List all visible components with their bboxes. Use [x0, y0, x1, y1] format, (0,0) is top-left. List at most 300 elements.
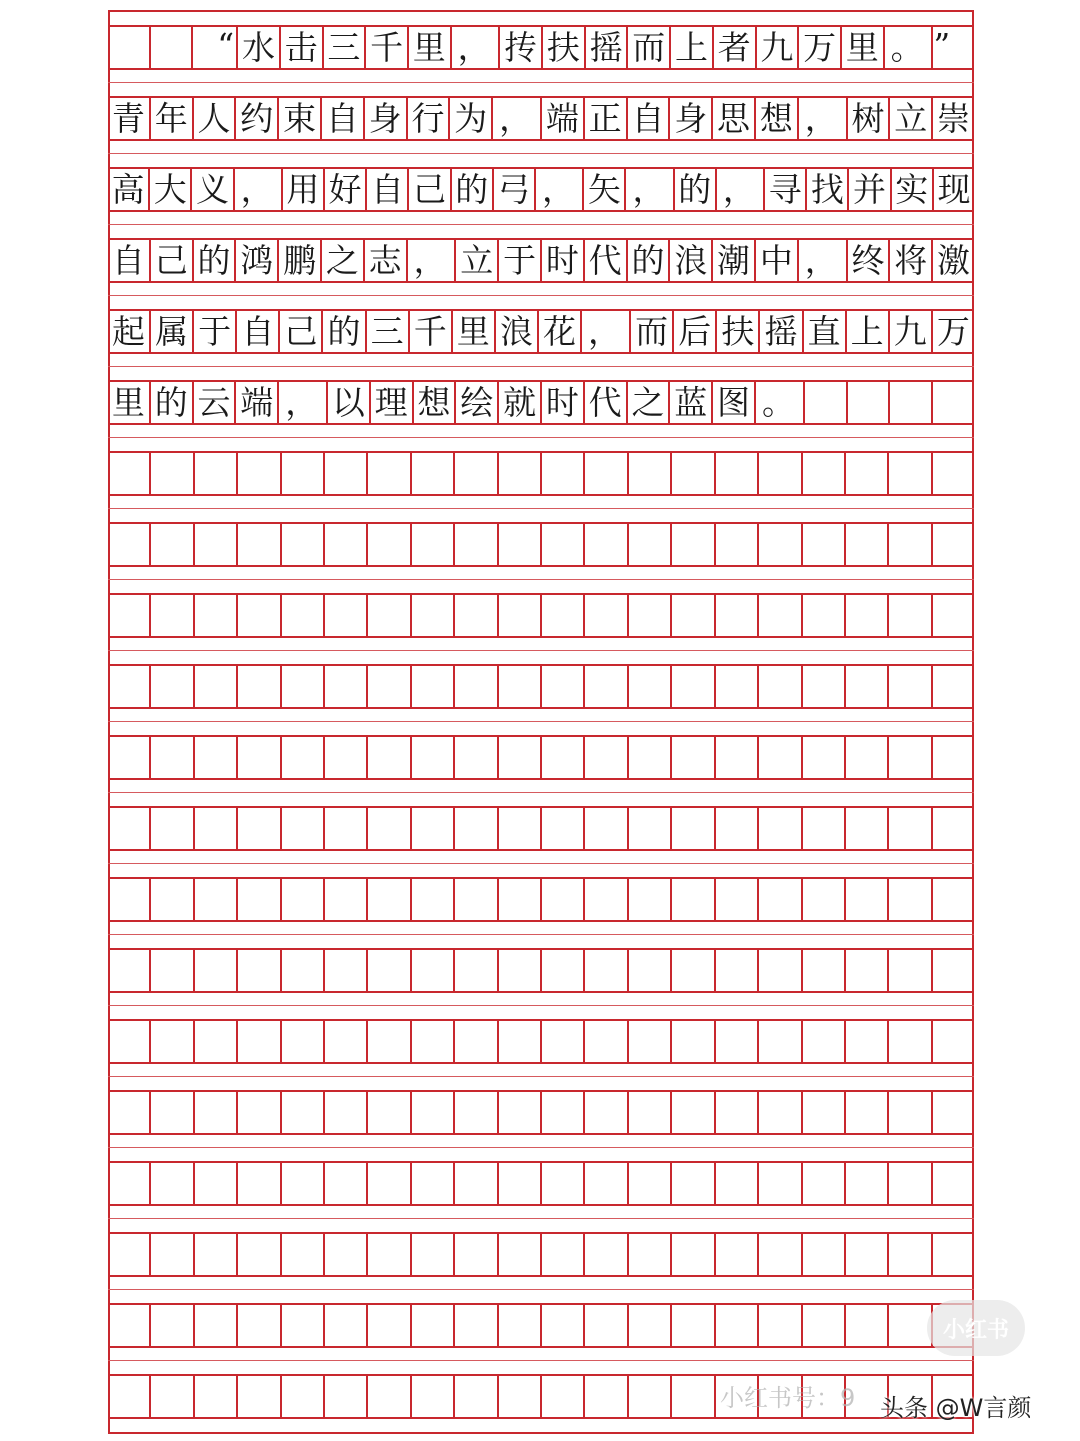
grid-cell: [542, 1021, 585, 1062]
grid-cell: [889, 1092, 932, 1133]
grid-cell: [803, 666, 846, 707]
grid-cell: 就: [499, 382, 542, 423]
grid-cell: [499, 1234, 542, 1275]
grid-cell: [238, 1163, 281, 1204]
grid-cell: [629, 666, 672, 707]
grid-cell: ，: [799, 240, 848, 281]
grid-cell: [629, 808, 672, 849]
grid-cell: [282, 453, 325, 494]
grid-cell: [455, 595, 498, 636]
grid-cell: [889, 1021, 932, 1062]
blank-row: [108, 806, 974, 851]
grid-cell: [195, 524, 238, 565]
grid-cell: 身: [670, 98, 713, 139]
grid-cell: 用: [283, 169, 325, 210]
grid-cell: [455, 453, 498, 494]
grid-cell: 寻: [765, 169, 807, 210]
grid-cell: [238, 595, 281, 636]
grid-cell: 以: [328, 382, 371, 423]
grid-cell: [759, 1092, 802, 1133]
grid-cell: [846, 1305, 889, 1346]
grid-cell: 现: [937, 170, 971, 209]
grid-cell: [672, 453, 715, 494]
grid-cell: [585, 595, 628, 636]
grid-cell: [282, 1092, 325, 1133]
grid-cell: [629, 1376, 672, 1417]
row-gap-line: [108, 1076, 974, 1077]
grid-cell: [803, 1092, 846, 1133]
grid-cell: [933, 595, 974, 636]
grid-cell: [455, 1305, 498, 1346]
blank-row: [108, 451, 974, 496]
grid-cell: [108, 737, 151, 778]
grid-cell: 己: [280, 311, 323, 352]
grid-cell: 。: [885, 27, 934, 68]
grid-cell: 端: [542, 98, 585, 139]
grid-cell: [412, 453, 455, 494]
blank-row: [108, 1232, 974, 1277]
grid-cell: [803, 1305, 846, 1346]
grid-cell: [629, 1021, 672, 1062]
grid-cell: [499, 1163, 542, 1204]
grid-cell: [585, 453, 628, 494]
grid-cell: [195, 950, 238, 991]
grid-cell: 里: [409, 27, 452, 68]
grid-cell: [282, 1163, 325, 1204]
grid-cell: [542, 1234, 585, 1275]
grid-cell: [499, 950, 542, 991]
grid-cell: [889, 1163, 932, 1204]
grid-cell: [585, 1234, 628, 1275]
grid-cell: [672, 1234, 715, 1275]
grid-cell: [933, 808, 974, 849]
grid-cell: [412, 666, 455, 707]
grid-cell: [759, 737, 802, 778]
grid-cell: [412, 1021, 455, 1062]
grid-cell: 自: [367, 169, 409, 210]
grid-cell: [151, 1234, 194, 1275]
text-row: [108, 167, 974, 212]
grid-cell: 的: [452, 169, 494, 210]
row-gap-line: [108, 82, 974, 83]
grid-cell: [846, 524, 889, 565]
grid-cell: [933, 1021, 974, 1062]
grid-cell: [151, 524, 194, 565]
grid-cell: [151, 737, 194, 778]
grid-cell: 束: [279, 98, 322, 139]
grid-cell: 起: [108, 311, 151, 352]
grid-cell: [846, 453, 889, 494]
grid-cell: [238, 524, 281, 565]
grid-cell: [325, 1163, 368, 1204]
grid-cell: 云: [194, 382, 237, 423]
grid-cell: [412, 950, 455, 991]
grid-cell: [716, 808, 759, 849]
grid-cell: [455, 1021, 498, 1062]
grid-cell: [282, 1021, 325, 1062]
grid-cell: [889, 808, 932, 849]
text-row: [108, 380, 974, 425]
grid-cell: [672, 1163, 715, 1204]
grid-cell: 蓝: [670, 382, 713, 423]
grid-cell: [412, 1163, 455, 1204]
grid-cell: [585, 1021, 628, 1062]
grid-cell: [889, 1234, 932, 1275]
grid-cell: [542, 950, 585, 991]
grid-cell: [195, 808, 238, 849]
blank-row: [108, 1303, 974, 1348]
grid-cell: [803, 950, 846, 991]
grid-cell: [412, 1092, 455, 1133]
row-gap-line: [108, 650, 974, 651]
grid-cell: [108, 950, 151, 991]
blank-row: [108, 1090, 974, 1135]
grid-cell: [499, 808, 542, 849]
grid-cell: [108, 1376, 151, 1417]
grid-cell: [803, 1021, 846, 1062]
grid-cell: [759, 666, 802, 707]
grid-cell: [151, 27, 194, 68]
grid-cell: [716, 453, 759, 494]
grid-cell: 。: [756, 382, 805, 423]
grid-cell: [412, 1376, 455, 1417]
grid-cell: [151, 1021, 194, 1062]
grid-cell: 立: [890, 98, 933, 139]
grid-cell: [629, 879, 672, 920]
grid-cell: 自: [628, 98, 671, 139]
grid-cell: [195, 666, 238, 707]
grid-cell: [499, 879, 542, 920]
row-gap-line: [108, 1289, 974, 1290]
grid-cell: [846, 1234, 889, 1275]
grid-cell: [803, 595, 846, 636]
grid-cell: [759, 879, 802, 920]
blank-row: [108, 1019, 974, 1064]
grid-cell: [585, 524, 628, 565]
grid-cell: 扶: [717, 311, 760, 352]
grid-cell: [542, 524, 585, 565]
grid-cell: [542, 737, 585, 778]
grid-cell: [629, 1092, 672, 1133]
grid-cell: [455, 737, 498, 778]
grid-cell: [325, 1305, 368, 1346]
grid-cell: [672, 1305, 715, 1346]
grid-cell: [325, 524, 368, 565]
grid-cell: 扶: [543, 27, 586, 68]
grid-cell: [368, 1234, 411, 1275]
grid-cell: [325, 1021, 368, 1062]
grid-cell: [151, 595, 194, 636]
grid-cell: [933, 950, 974, 991]
grid-cell: 时: [542, 240, 585, 281]
grid-cell: [803, 1234, 846, 1275]
grid-cell: [499, 1021, 542, 1062]
grid-cell: [846, 1092, 889, 1133]
row-gap-line: [108, 1005, 974, 1006]
grid-cell: [195, 595, 238, 636]
grid-cell: [672, 595, 715, 636]
grid-cell: [368, 737, 411, 778]
grid-cell: ，: [626, 169, 674, 210]
grid-cell: [759, 1163, 802, 1204]
blank-row: [108, 877, 974, 922]
grid-cell: 的: [323, 311, 366, 352]
grid-cell: 自: [237, 311, 280, 352]
grid-cell: [282, 808, 325, 849]
grid-cell: [368, 879, 411, 920]
grid-cell: 己: [151, 240, 194, 281]
grid-cell: [629, 1163, 672, 1204]
grid-cell: 中: [756, 240, 799, 281]
grid-cell: ，: [279, 382, 328, 423]
row-gap-line: [108, 721, 974, 722]
grid-cell: [455, 1234, 498, 1275]
text-row: [108, 238, 974, 283]
grid-cell: [455, 666, 498, 707]
grid-cell: 为: [450, 98, 493, 139]
grid-cell: 图: [713, 382, 756, 423]
grid-cell: [889, 737, 932, 778]
grid-cell: ，: [408, 240, 457, 281]
grid-cell: [238, 1092, 281, 1133]
grid-cell: [368, 808, 411, 849]
grid-cell: [325, 666, 368, 707]
grid-cell: 而: [631, 311, 674, 352]
grid-cell: [455, 1092, 498, 1133]
grid-cell: [195, 1305, 238, 1346]
grid-cell: 的: [194, 240, 237, 281]
grid-cell: [368, 453, 411, 494]
grid-cell: 于: [194, 311, 237, 352]
blank-row: [108, 664, 974, 709]
grid-cell: [499, 666, 542, 707]
grid-cell: 浪: [670, 240, 713, 281]
grid-cell: [542, 453, 585, 494]
grid-cell: [542, 808, 585, 849]
grid-cell: 抟: [500, 27, 543, 68]
grid-cell: “: [193, 27, 238, 68]
grid-cell: 绘: [456, 382, 499, 423]
grid-cell: [672, 808, 715, 849]
grid-cell: [282, 595, 325, 636]
grid-cell: [499, 737, 542, 778]
grid-cell: 直: [804, 311, 847, 352]
grid-cell: [455, 808, 498, 849]
grid-cell: [846, 595, 889, 636]
grid-cell: [890, 382, 933, 423]
grid-cell: [629, 595, 672, 636]
row-gap-line: [108, 153, 974, 154]
blank-row: [108, 593, 974, 638]
row-gap-line: [108, 863, 974, 864]
grid-cell: 崇: [937, 99, 971, 138]
grid-cell: 上: [847, 311, 890, 352]
grid-cell: 矢: [584, 169, 626, 210]
grid-cell: 于: [499, 240, 542, 281]
grid-cell: 高: [108, 169, 150, 210]
grid-cell: [282, 524, 325, 565]
row-gap-line: [108, 934, 974, 935]
grid-cell: [412, 1234, 455, 1275]
grid-cell: 千: [366, 27, 409, 68]
grid-cell: [585, 737, 628, 778]
grid-cell: [803, 1163, 846, 1204]
grid-cell: 青: [108, 98, 151, 139]
grid-cell: [108, 1021, 151, 1062]
row-gap-line: [108, 437, 974, 438]
grid-cell: [499, 1092, 542, 1133]
grid-cell: [846, 1163, 889, 1204]
grid-cell: [933, 524, 974, 565]
grid-cell: [282, 879, 325, 920]
grid-cell: [803, 737, 846, 778]
grid-cell: [195, 1376, 238, 1417]
grid-cell: [759, 1305, 802, 1346]
text-row: [108, 25, 974, 70]
row-gap-line: [108, 508, 974, 509]
grid-cell: [846, 950, 889, 991]
grid-cell: [282, 1376, 325, 1417]
grid-cell: [889, 453, 932, 494]
grid-cell: [368, 666, 411, 707]
grid-cell: [238, 1305, 281, 1346]
grid-cell: [368, 1376, 411, 1417]
grid-cell: [238, 808, 281, 849]
grid-cell: 身: [365, 98, 408, 139]
grid-cell: [499, 1305, 542, 1346]
grid-cell: [108, 1234, 151, 1275]
grid-cell: [889, 666, 932, 707]
grid-cell: [585, 950, 628, 991]
grid-cell: 约: [236, 98, 279, 139]
grid-cell: [672, 879, 715, 920]
grid-cell: 九: [757, 27, 800, 68]
grid-cell: [455, 1163, 498, 1204]
row-gap-line: [108, 1147, 974, 1148]
grid-cell: 潮: [713, 240, 756, 281]
grid-cell: [889, 950, 932, 991]
grid-cell: [933, 666, 974, 707]
grid-cell: 大: [150, 169, 192, 210]
grid-cell: [238, 737, 281, 778]
grid-cell: 找: [807, 169, 849, 210]
grid-cell: [325, 879, 368, 920]
grid-cell: 花: [539, 311, 582, 352]
grid-cell: [585, 879, 628, 920]
grid-cell: 水: [238, 27, 281, 68]
grid-cell: [933, 453, 974, 494]
grid-cell: [933, 382, 974, 423]
toutiao-watermark: 头条 @W言颜: [880, 1394, 1032, 1422]
blank-row: [108, 735, 974, 780]
grid-cell: [151, 1305, 194, 1346]
grid-cell: [499, 595, 542, 636]
grid-cell: [412, 737, 455, 778]
grid-cell: [933, 737, 974, 778]
grid-cell: [412, 524, 455, 565]
grid-cell: [585, 1163, 628, 1204]
grid-cell: [282, 737, 325, 778]
grid-cell: 理: [371, 382, 414, 423]
grid-cell: [585, 808, 628, 849]
grid-cell: [238, 950, 281, 991]
grid-cell: ，: [582, 311, 631, 352]
grid-cell: [759, 524, 802, 565]
grid-cell: [803, 879, 846, 920]
grid-cell: [238, 1376, 281, 1417]
grid-cell: [368, 1092, 411, 1133]
grid-cell: 里: [842, 27, 885, 68]
grid-cell: [151, 1092, 194, 1133]
grid-cell: [585, 1305, 628, 1346]
grid-cell: 的: [628, 240, 671, 281]
grid-cell: [151, 666, 194, 707]
grid-cell: ，: [799, 98, 848, 139]
grid-cell: [585, 666, 628, 707]
blank-row: [108, 948, 974, 993]
grid-cell: 自: [322, 98, 365, 139]
grid-cell: [499, 524, 542, 565]
grid-cell: 的: [675, 169, 717, 210]
grid-cell: [282, 666, 325, 707]
grid-cell: [499, 453, 542, 494]
grid-cell: [629, 453, 672, 494]
grid-cell: [889, 524, 932, 565]
grid-cell: [716, 1234, 759, 1275]
grid-cell: [238, 666, 281, 707]
grid-cell: [151, 808, 194, 849]
grid-cell: [412, 808, 455, 849]
grid-cell: [325, 737, 368, 778]
grid-cell: [108, 1092, 151, 1133]
grid-cell: 并: [849, 169, 891, 210]
grid-cell: 代: [585, 240, 628, 281]
grid-cell: [282, 950, 325, 991]
grid-cell: [759, 1234, 802, 1275]
grid-cell: 实: [892, 169, 934, 210]
grid-cell: 三: [367, 311, 410, 352]
grid-cell: [108, 879, 151, 920]
grid-cell: 之: [628, 382, 671, 423]
blank-row: [108, 522, 974, 567]
grid-cell: [716, 879, 759, 920]
grid-cell: [585, 1092, 628, 1133]
grid-cell: [805, 382, 848, 423]
grid-cell: [542, 1376, 585, 1417]
grid-cell: [325, 1376, 368, 1417]
grid-cell: 里: [453, 311, 496, 352]
grid-cell: 人: [194, 98, 237, 139]
grid-cell: [889, 879, 932, 920]
grid-cell: [368, 950, 411, 991]
grid-cell: ，: [452, 27, 501, 68]
grid-cell: ，: [493, 98, 542, 139]
grid-cell: [672, 524, 715, 565]
grid-cell: [846, 808, 889, 849]
grid-cell: 代: [585, 382, 628, 423]
grid-cell: [108, 666, 151, 707]
grid-cell: [238, 1234, 281, 1275]
grid-cell: 终: [848, 240, 891, 281]
grid-cell: ”: [933, 27, 951, 65]
grid-cell: 立: [456, 240, 499, 281]
grid-cell: [629, 524, 672, 565]
grid-cell: [282, 1305, 325, 1346]
grid-cell: [629, 1234, 672, 1275]
grid-cell: [455, 879, 498, 920]
grid-cell: [716, 1092, 759, 1133]
row-gap-line: [108, 366, 974, 367]
